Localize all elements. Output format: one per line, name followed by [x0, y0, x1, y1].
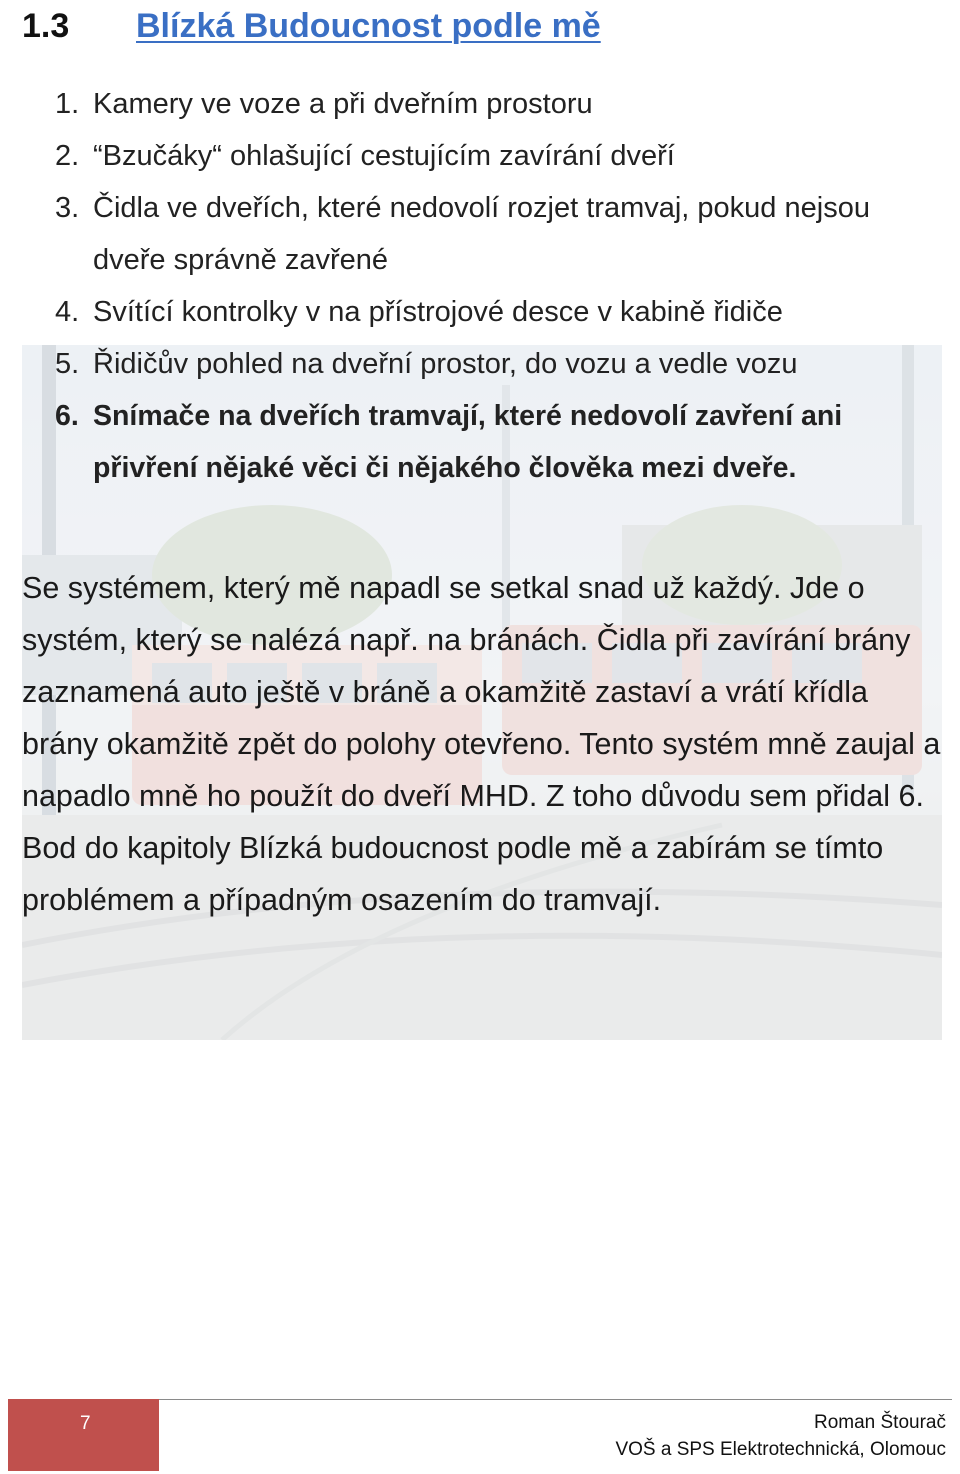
- list-item: [55, 182, 945, 286]
- footer-school: VOŠ a SPS Elektrotechnická, Olomouc: [615, 1439, 946, 1460]
- list-item-number: 5.: [55, 348, 80, 380]
- list-item: [55, 78, 945, 130]
- list-item-text: Snímače na dveřích tramvají, které nedovolí zavření ani přivření nějaké věci či nějakého člověka mezi dveře.: [93, 400, 843, 484]
- list-item-number: 2.: [55, 140, 80, 172]
- page-number-box: [8, 1399, 159, 1471]
- page-number: 7: [80, 1413, 91, 1434]
- list-item: [55, 338, 945, 390]
- footer-author: Roman Štourač: [813, 1412, 946, 1433]
- section-number: 1.3: [22, 6, 70, 45]
- list-item-number: 4.: [55, 296, 80, 328]
- body-paragraph: Se systémem, který mě napadl se setkal snad už každý. Jde o systém, který se nalézá např. na bránách. Čidla při zavírání brány zaznamená auto ještě v bráně a okamžitě zastaví a vrátí křídla brány okamžitě zpět do polohy otevřeno. Tento systém mně zaujal a napadlo mně ho použít do dveří MHD. Z toho důvodu sem přidal 6. Bod do kapitoly Blízká budoucnost podle mě a zabírám se tímto problémem a případným osazením do tramvají.: [22, 571, 941, 917]
- list-item-text: Svítící kontrolky v na přístrojové desce v kabině řidiče: [93, 296, 783, 328]
- list-item-text: Čidla ve dveřích, které nedovolí rozjet tramvaj, pokud nejsou dveře správně zavřené: [93, 192, 870, 276]
- footer-info: [615, 1409, 946, 1463]
- section-heading: [22, 0, 601, 52]
- numbered-list: [55, 78, 945, 494]
- list-item-text: Kamery ve voze a při dveřním prostoru: [93, 88, 593, 120]
- list-item: [55, 130, 945, 182]
- section-title: Blízká Budoucnost podle mě: [136, 6, 601, 45]
- list-item-text: Řidičův pohled na dveřní prostor, do vozu a vedle vozu: [93, 348, 798, 380]
- list-item-number: 3.: [55, 192, 80, 224]
- list-item-number: 1.: [55, 88, 80, 120]
- list-item-highlighted: [55, 390, 945, 494]
- list-item-number: 6.: [55, 400, 79, 432]
- list-item-text: “Bzučáky“ ohlašující cestujícím zavírání dveří: [93, 140, 675, 172]
- list-item: [55, 286, 945, 338]
